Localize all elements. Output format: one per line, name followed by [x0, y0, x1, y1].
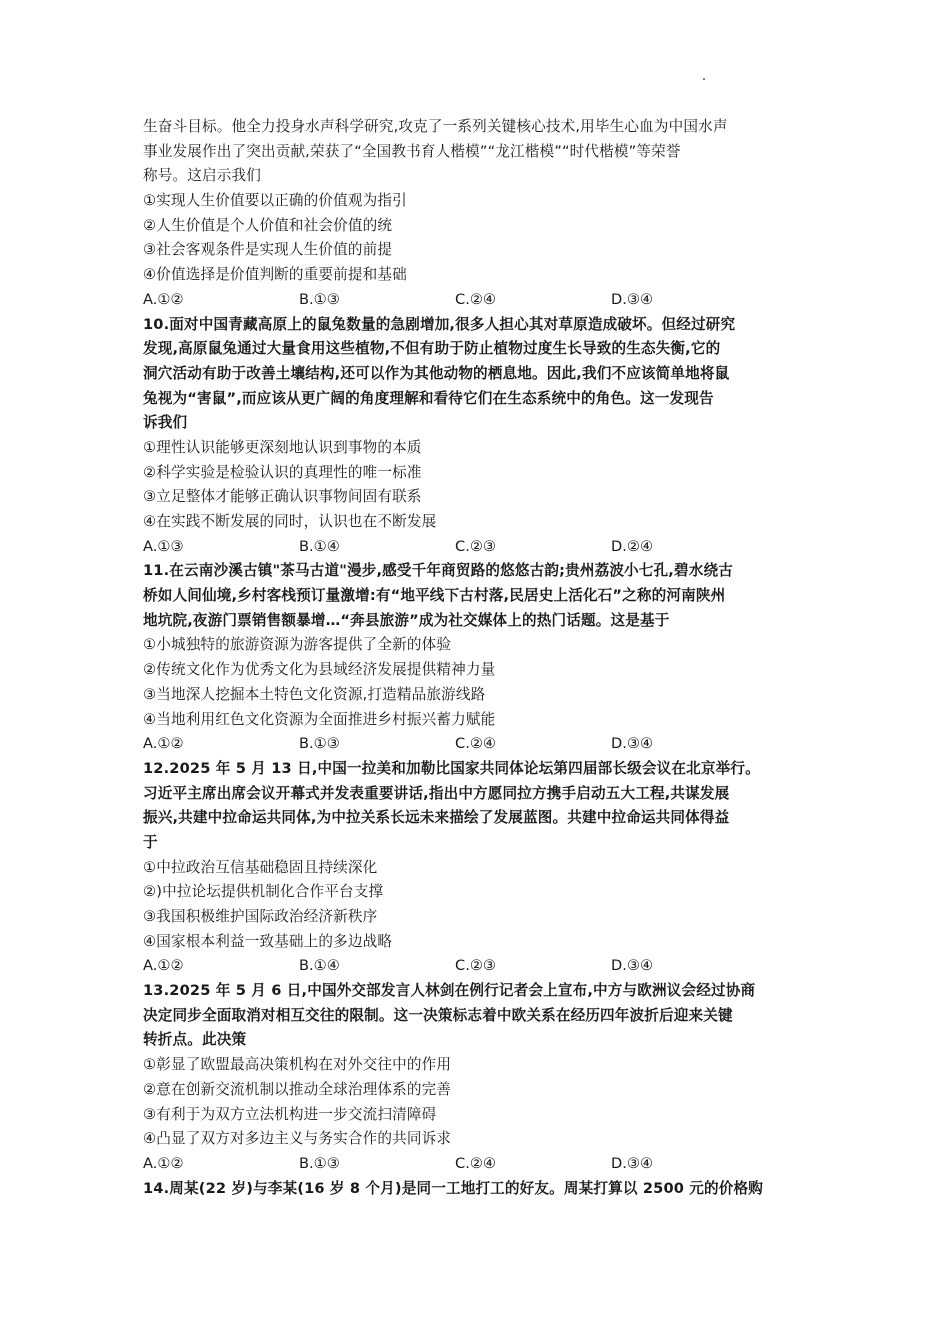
- statement-item: ①实现人生价值要以正确的价值观为指引: [143, 192, 407, 210]
- question-stem-line: 事业发展作出了突出贡献,荣获了“全国教书育人楷模”“龙江楷模”“时代楷模”等荣誉: [143, 142, 681, 160]
- statement-item: ④凸显了双方对多边主义与务实合作的共同诉求: [143, 1130, 452, 1148]
- option-c: C.②③: [455, 957, 496, 975]
- option-b: B.①③: [299, 735, 340, 753]
- statement-item: ③有利于为双方立法机构进一步交流扫清障碍: [143, 1105, 437, 1123]
- statement-item: ④国家根本利益一致基础上的多边战略: [143, 932, 393, 950]
- question-12: [143, 757, 815, 979]
- question-stem-line: 发现,高原鼠兔通过大量食用这些植物,不但有助于防止植物过度生长导致的生态失衡,它的: [143, 340, 721, 358]
- question-9: [143, 115, 815, 313]
- answer-options: [143, 954, 815, 979]
- statement-item: ④价值选择是价值判断的重要前提和基础: [143, 266, 407, 284]
- option-d: D.②④: [611, 537, 654, 555]
- statement-item: ③立足整体才能够正确认识事物间固有联系: [143, 488, 422, 506]
- statement-item: ①理性认识能够更深刻地认识到事物的本质: [143, 438, 422, 456]
- option-b: B.①④: [299, 537, 340, 555]
- question-content: [143, 115, 815, 1201]
- statement-item: ③我国积极维护国际政治经济新秩序: [143, 908, 378, 925]
- scan-speck: [703, 78, 705, 80]
- question-stem-line: 14.周某(22 岁)与李某(16 岁 8 个月)是同一工地打工的好友。周某打算以 2500 元的价格购: [143, 1179, 764, 1197]
- option-c: C.②③: [455, 537, 496, 555]
- question-stem-line: 决定同步全面取消对相互交往的限制。这一决策标志着中欧关系在经历四年波折后迎来关键: [143, 1006, 733, 1024]
- option-c: C.②④: [455, 290, 496, 308]
- question-10: [143, 313, 815, 560]
- statement-item: ②人生价值是个人价值和社会价值的统: [143, 216, 393, 234]
- statement-item: ②)中拉论坛提供机制化合作平台支撑: [143, 883, 384, 901]
- question-stem-line: 生奋斗目标。他全力投身水声科学研究,攻克了一系列关键核心技术,用毕生心血为中国水声: [143, 118, 728, 135]
- question-stem-line: 兔视为“害鼠”,而应该从更广阔的角度理解和看待它们在生态系统中的角色。这一发现告: [143, 389, 714, 407]
- statement-item: ④当地利用红色文化资源为全面推进乡村振兴蓄力赋能: [143, 710, 496, 728]
- statement-item: ②传统文化作为优秀文化为县域经济发展提供精神力量: [143, 661, 496, 679]
- option-d: D.③④: [611, 290, 654, 308]
- statement-item: ①中拉政治互信基础稳固且持续深化: [143, 858, 378, 876]
- statement-item: ③当地深人挖掘本土特色文化资源,打造精品旅游线路: [143, 685, 486, 703]
- question-stem-line: 10.面对中国青藏高原上的鼠兔数量的急剧增加,很多人担心其对草原造成破坏。但经过研究: [143, 315, 736, 333]
- option-b: B.①④: [299, 957, 340, 975]
- option-c: C.②④: [455, 1154, 496, 1172]
- question-stem-line: 12.2025 年 5 月 13 日,中国一拉美和加勒比国家共同体论坛第四届部长级会议在北京举行。: [143, 759, 760, 777]
- option-b: B.①③: [299, 1154, 340, 1172]
- statement-item: ①彰显了欧盟最高决策机构在对外交往中的作用: [143, 1056, 452, 1074]
- statement-item: ①小城独特的旅游资源为游客提供了全新的体验: [143, 636, 452, 654]
- question-stem-line: 诉我们: [143, 414, 188, 432]
- option-a: A.①②: [143, 1154, 184, 1172]
- answer-options: [143, 732, 815, 757]
- question-stem-line: 习近平主席出席会议开幕式并发表重要讲话,指出中方愿同拉方携手启动五大工程,共谋发展: [143, 784, 730, 802]
- option-a: A.①②: [143, 735, 184, 753]
- answer-options: [143, 1152, 815, 1177]
- option-b: B.①③: [299, 290, 340, 308]
- option-d: D.③④: [611, 1154, 654, 1172]
- question-13: [143, 979, 815, 1177]
- answer-options: [143, 288, 815, 313]
- statement-item: ②科学实验是检验认识的真理性的唯一标准: [143, 463, 422, 481]
- option-d: D.③④: [611, 735, 654, 753]
- option-d: D.③④: [611, 957, 654, 975]
- question-stem-line: 于: [143, 833, 158, 851]
- statement-item: ④在实践不断发展的同时，认识也在不断发展: [143, 513, 437, 530]
- question-14: [143, 1177, 815, 1202]
- question-stem-line: 振兴,共建中拉命运共同体,为中拉关系长远未来描绘了发展蓝图。共建中拉命运共同体得益: [143, 809, 730, 827]
- question-stem-line: 转折点。此决策: [143, 1031, 247, 1049]
- question-stem-line: 洞穴活动有助于改善土壤结构,还可以作为其他动物的栖息地。因此,我们不应该简单地将鼠: [143, 364, 730, 382]
- question-stem-line: 11.在云南沙溪古镇"茶马古道"漫步,感受千年商贸路的悠悠古韵;贵州荔波小七孔,碧水绕古: [143, 562, 733, 580]
- answer-options: [143, 535, 815, 560]
- question-stem-line: 13.2025 年 5 月 6 日,中国外交部发言人林剑在例行记者会上宣布,中方与欧洲议会经过协商: [143, 982, 756, 1000]
- question-stem-line: 桥如人间仙境,乡村客栈预订量激增:有“地平线下古村落,民居史上活化石”之称的河南陕州: [143, 587, 726, 605]
- question-stem-line: 地坑院,夜游门票销售额暴增…“奔县旅游”成为社交媒体上的热门话题。这是基于: [143, 611, 670, 629]
- option-a: A.①②: [143, 290, 184, 308]
- option-c: C.②④: [455, 735, 496, 753]
- statement-item: ③社会客观条件是实现人生价值的前提: [143, 241, 393, 259]
- option-a: A.①②: [143, 957, 184, 975]
- statement-item: ②意在创新交流机制以推动全球治理体系的完善: [143, 1080, 452, 1098]
- question-11: [143, 559, 815, 757]
- question-stem-line: 称号。这启示我们: [143, 167, 261, 185]
- option-a: A.①③: [143, 537, 184, 555]
